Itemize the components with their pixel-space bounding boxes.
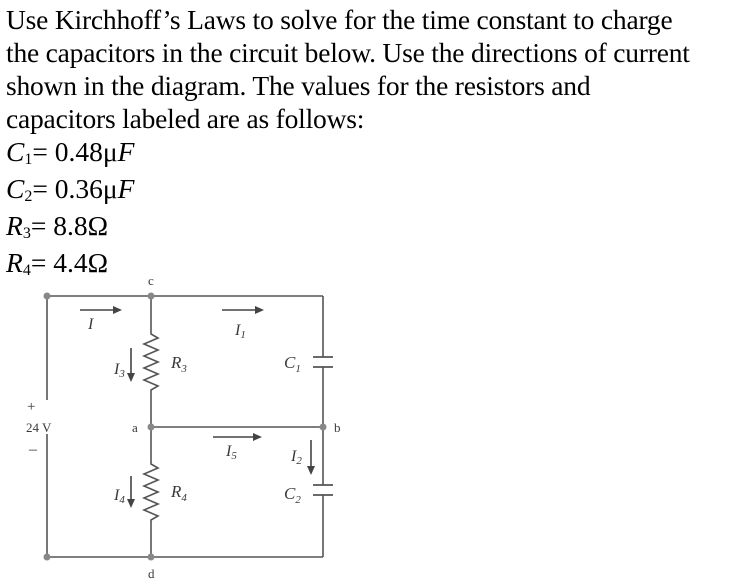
value-var: R	[6, 210, 23, 241]
current-i2-main: I	[291, 448, 297, 465]
problem-statement	[6, 3, 746, 135]
r3-sub: 3	[181, 363, 187, 375]
resistor-r4-label	[170, 482, 187, 504]
current-i1-arrow	[222, 306, 264, 314]
capacitor-c1-label	[284, 353, 301, 375]
current-i5-arrow	[213, 433, 262, 441]
problem-line: capacitors labeled are as follows:	[6, 103, 365, 134]
value-unit-prefix: μ	[102, 173, 118, 204]
c1-sub: 1	[295, 363, 301, 375]
value-var: C	[6, 173, 25, 204]
current-i5-sub: 5	[231, 450, 237, 462]
value-r3	[6, 210, 134, 247]
problem-line: the capacitors in the circuit below. Use the directions of current	[6, 37, 690, 68]
resistor-r4-symbol	[144, 460, 158, 524]
node-label-c: c	[148, 273, 154, 288]
current-i3-sub: 3	[119, 368, 125, 380]
current-i4-sub: 4	[119, 494, 125, 506]
r4-sub: 4	[181, 492, 187, 504]
node-label-a: a	[132, 420, 138, 435]
battery-minus-label: –	[29, 441, 37, 458]
c1-main: C	[284, 353, 296, 372]
value-c2	[6, 173, 134, 210]
current-i3-arrow	[127, 348, 135, 382]
value-var: R	[6, 247, 23, 278]
value-sub: 4	[22, 262, 31, 279]
value-number: = 0.36	[32, 173, 103, 204]
resistor-r3-label	[170, 353, 187, 375]
value-sub: 2	[24, 188, 33, 205]
current-i5-label	[225, 443, 237, 462]
current-i1-main: I	[235, 322, 241, 339]
current-i1-sub: 1	[240, 329, 246, 341]
value-var: C	[6, 136, 25, 167]
capacitor-c1-symbol	[313, 357, 333, 367]
current-i2-label	[290, 448, 302, 467]
node-label-b: b	[334, 420, 341, 435]
component-values	[6, 136, 134, 284]
r4-main: R	[171, 482, 182, 501]
value-sub: 1	[24, 151, 33, 168]
node-dot	[148, 424, 155, 431]
current-i4-main: I	[114, 487, 120, 504]
capacitor-c2-label	[284, 484, 301, 506]
current-i4-arrow	[127, 476, 135, 508]
current-i4-label	[113, 487, 125, 506]
problem-line: shown in the diagram. The values for the resistors and	[6, 70, 591, 101]
value-unit-prefix: μ	[102, 136, 118, 167]
value-unit: F	[117, 136, 135, 167]
node-dot	[148, 293, 155, 300]
battery-plus-label: +	[27, 399, 36, 415]
battery-voltage-label: 24 V	[26, 420, 52, 435]
current-i-label: I	[88, 316, 94, 333]
value-unit: F	[117, 173, 135, 204]
current-i2-sub: 2	[296, 455, 302, 467]
c2-main: C	[284, 484, 296, 503]
current-i3-label	[113, 361, 125, 380]
value-c1	[6, 136, 134, 173]
node-dot	[44, 554, 51, 561]
circuit-wires	[47, 296, 323, 557]
resistor-r3-symbol	[144, 330, 158, 394]
value-sub: 3	[22, 225, 31, 242]
value-number: = 8.8Ω	[30, 210, 109, 241]
current-i2-arrow	[307, 440, 315, 475]
capacitor-c2-symbol	[313, 485, 333, 495]
value-number: = 0.48	[32, 136, 103, 167]
r3-main: R	[171, 353, 182, 372]
node-dot	[148, 554, 155, 561]
current-i1-label	[234, 322, 246, 341]
current-i3-main: I	[114, 361, 120, 378]
c2-sub: 2	[295, 494, 301, 506]
current-i5-main: I	[226, 443, 232, 460]
value-number: = 4.4Ω	[30, 247, 109, 278]
node-label-d: d	[148, 566, 155, 581]
node-dot	[320, 424, 327, 431]
circuit-diagram	[0, 270, 360, 586]
current-i-arrow	[80, 306, 122, 314]
problem-line: Use Kirchhoff’s Laws to solve for the time constant to charge	[6, 4, 673, 35]
